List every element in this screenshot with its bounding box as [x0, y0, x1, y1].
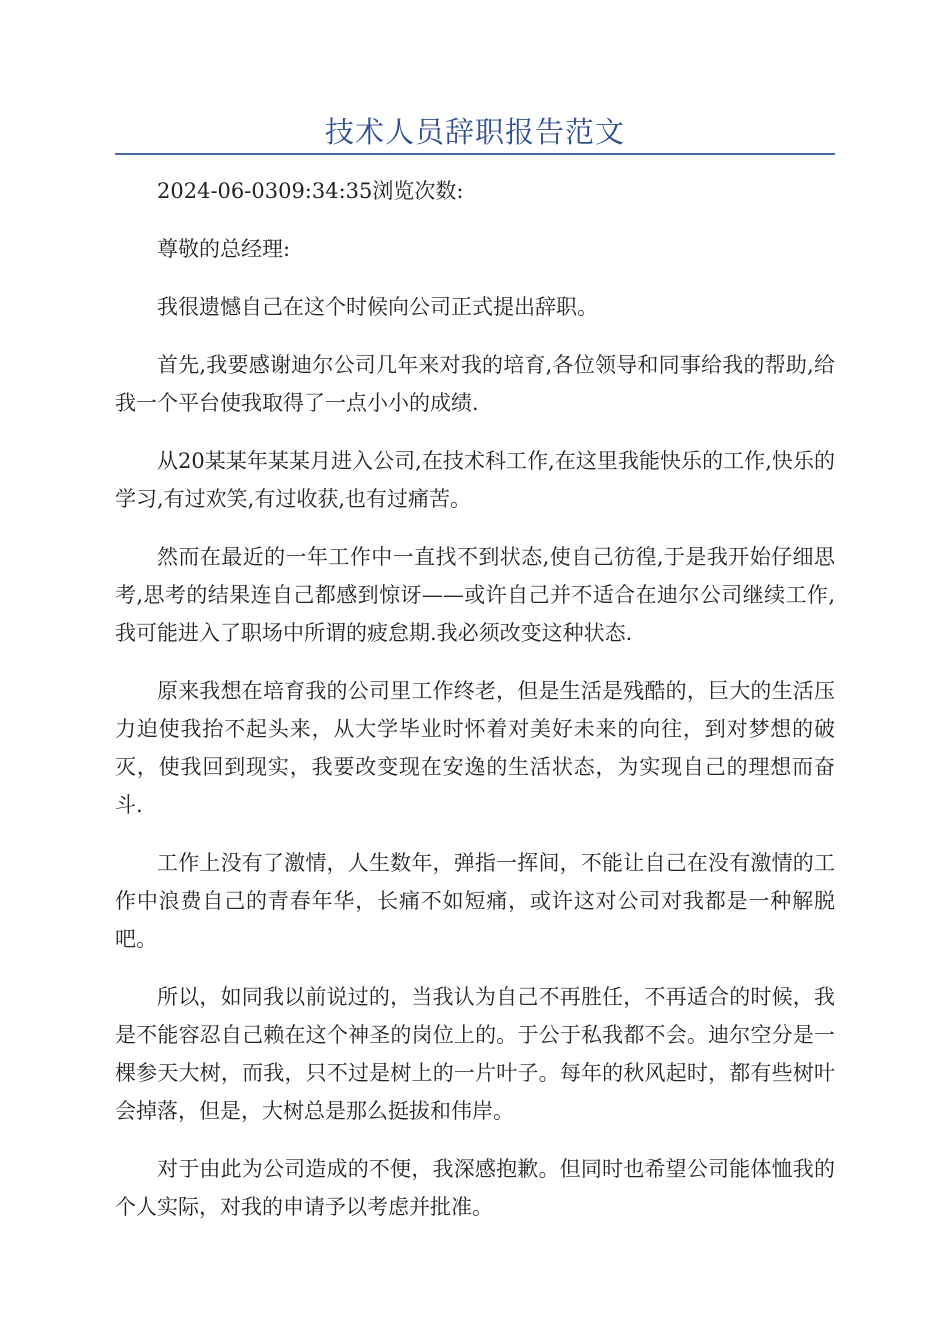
- paragraph: 然而在最近的一年工作中一直找不到状态,使自己彷徨,于是我开始仔细思考,思考的结果连自己都感到惊讶——或许自己并不适合在迪尔公司继续工作,我可能进入了职场中所谓的疲怠期.我必须改变这种状态.: [115, 545, 835, 645]
- paragraph: 从20某某年某某月进入公司,在技术科工作,在这里我能快乐的工作,快乐的学习,有过欢笑,有过收获,也有过痛苦。: [115, 449, 835, 511]
- paragraph: 工作上没有了激情，人生数年，弹指一挥间，不能让自己在没有激情的工作中浪费自己的青春年华，长痛不如短痛，或许这对公司对我都是一种解脱吧。: [115, 851, 835, 951]
- paragraph: 对于由此为公司造成的不便，我深感抱歉。但同时也希望公司能体恤我的个人实际，对我的申请予以考虑并批准。: [115, 1157, 835, 1219]
- paragraph: 我很遗憾自己在这个时候向公司正式提出辞职。: [157, 295, 598, 319]
- salutation: 尊敬的总经理:: [157, 237, 291, 261]
- document-body: [115, 172, 835, 1246]
- paragraph: 原来我想在培育我的公司里工作终老，但是生活是残酷的，巨大的生活压力迫使我抬不起头来，从大学毕业时怀着对美好未来的向往，到对梦想的破灭，使我回到现实，我要改变现在安逸的生活状态，为实现自己的理想而奋斗.: [115, 679, 835, 817]
- paragraph: 所以，如同我以前说过的，当我认为自己不再胜任，不再适合的时候，我是不能容忍自己赖在这个神圣的岗位上的。于公于私我都不会。迪尔空分是一棵参天大树，而我，只不过是树上的一片叶子。每年的秋风起时，都有些树叶会掉落，但是，大树总是那么挺拔和伟岸。: [115, 985, 835, 1123]
- paragraph: 首先,我要感谢迪尔公司几年来对我的培育,各位领导和同事给我的帮助,给我一个平台使我取得了一点小小的成绩.: [115, 353, 835, 415]
- meta-line: 2024-06-0309:34:35浏览次数:: [157, 179, 464, 203]
- document-title: 技术人员辞职报告范文: [324, 115, 625, 149]
- title-divider: [115, 153, 835, 155]
